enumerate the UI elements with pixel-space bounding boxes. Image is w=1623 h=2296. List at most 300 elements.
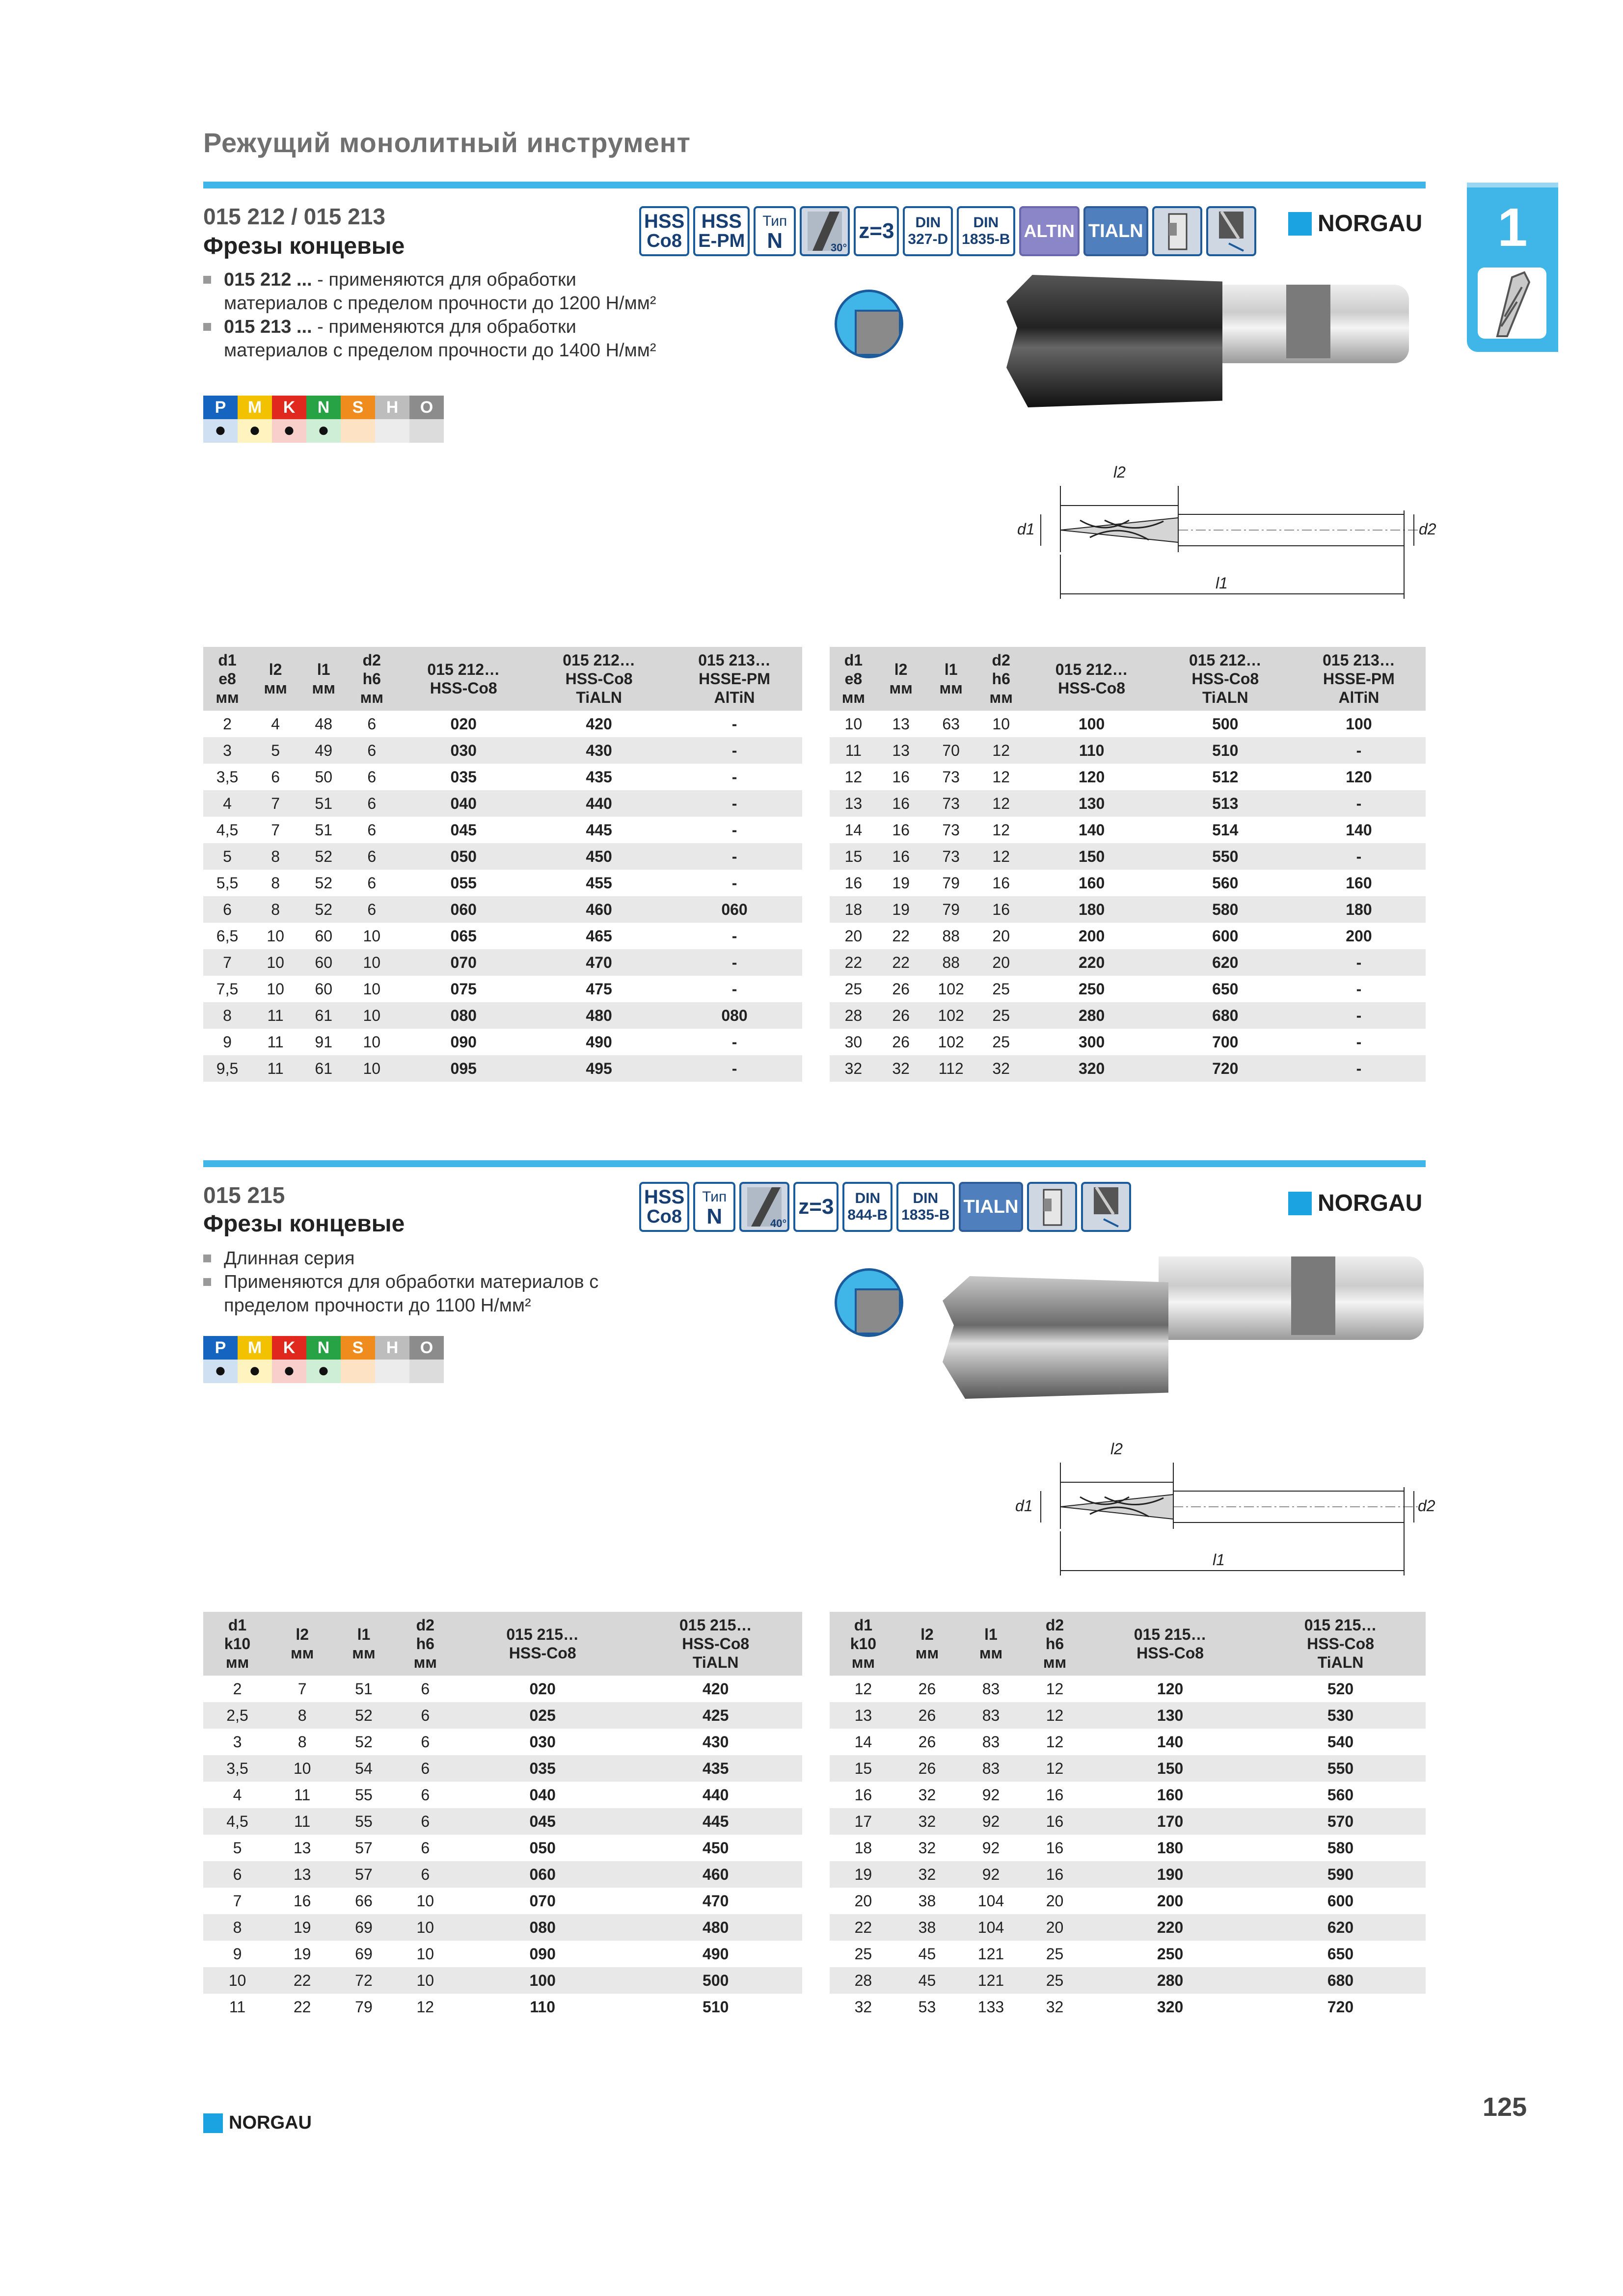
table-cell: -: [731, 821, 737, 839]
table-cell: 13: [271, 1861, 333, 1888]
header-rule: [203, 182, 1426, 188]
table-cell: 140: [1346, 821, 1372, 839]
table-cell: 150: [1025, 843, 1159, 870]
table-row: [830, 1994, 1426, 2020]
table-cell: 100: [456, 1967, 629, 1994]
altin-coating-badge: ALTIN: [1019, 206, 1080, 256]
table-header-cell: 015 212… HSS-Co8: [1025, 647, 1159, 711]
table-cell: 10: [348, 949, 396, 976]
table-cell: 26: [892, 980, 910, 998]
table-cell: 13: [877, 737, 925, 764]
material-k-mark: ●: [272, 1360, 306, 1383]
table-cell: 16: [977, 896, 1025, 923]
table-cell: 6: [421, 1786, 430, 1804]
table-cell: 070: [529, 1892, 556, 1910]
section2-title: Фрезы концевые: [203, 1211, 405, 1237]
table-row: [203, 896, 802, 923]
table-cell: 040: [396, 790, 531, 817]
table-cell: 6: [348, 790, 396, 817]
table-cell: 61: [299, 1055, 348, 1082]
table-header-cell: d1 e8 мм: [830, 647, 877, 711]
table-cell: 120: [1346, 768, 1372, 786]
table-cell: 8: [251, 843, 299, 870]
table-cell: 4: [271, 715, 280, 733]
table-cell: 580: [1159, 896, 1292, 923]
table-header-cell: 015 213… HSSE-PM AlTiN: [1292, 647, 1426, 711]
table-cell: 12: [1046, 1680, 1064, 1698]
material-p-mark: ●: [203, 1360, 238, 1383]
table-cell: 12: [977, 843, 1025, 870]
table-cell: 25: [844, 980, 863, 998]
material-p: P: [203, 396, 238, 419]
table-cell: 25: [1025, 1967, 1085, 1994]
table-cell: 30: [844, 1033, 863, 1051]
table-cell: 120: [1157, 1680, 1184, 1698]
table-cell: 11: [294, 1786, 311, 1804]
table-cell: 600: [1212, 927, 1239, 945]
flutes-badge: z=3: [793, 1182, 839, 1232]
table-cell: 10: [271, 1755, 333, 1782]
table-cell: 55: [333, 1808, 394, 1835]
table-cell: -: [667, 790, 802, 817]
table-cell: 19: [271, 1914, 333, 1941]
table-cell: 100: [1078, 715, 1105, 733]
table-cell: 12: [1025, 1702, 1085, 1729]
table-row: [203, 1702, 802, 1729]
table-cell: -: [731, 927, 737, 945]
material-k: K: [272, 396, 306, 419]
table-cell: 9: [223, 1033, 232, 1051]
table-cell: 17: [830, 1808, 897, 1835]
tialn-coating-badge: TIALN: [1083, 206, 1148, 256]
table-row: [203, 1967, 802, 1994]
table-row: [203, 1888, 802, 1914]
section2-tool-flutes: [943, 1276, 1168, 1399]
table-cell: 480: [531, 1002, 667, 1029]
table-cell: 45: [897, 1967, 957, 1994]
table-cell: 060: [667, 896, 802, 923]
table-cell: 16: [1046, 1786, 1064, 1804]
table-header-cell: l1 мм: [925, 647, 977, 711]
table-cell: -: [667, 1055, 802, 1082]
table-cell: -: [731, 768, 737, 786]
shank-icon: [1027, 1182, 1077, 1232]
table-cell: 57: [333, 1861, 394, 1888]
table-cell: 18: [854, 1839, 872, 1857]
table-cell: 110: [1025, 737, 1159, 764]
table-row: [203, 976, 802, 1002]
table-cell: 16: [844, 874, 863, 892]
table-cell: -: [731, 980, 737, 998]
section-tab-number: 1: [1497, 197, 1528, 258]
brand-square-icon: [1288, 1192, 1312, 1215]
table-cell: 6: [367, 768, 377, 786]
table-cell: 7: [203, 949, 251, 976]
table-header-cell: l1 мм: [299, 647, 348, 711]
material-n: N: [306, 396, 341, 419]
table-cell: 19: [293, 1945, 311, 1963]
table-cell: 32: [897, 1861, 957, 1888]
table-header-cell: l1 мм: [957, 1612, 1025, 1676]
dim-d2-label: d2: [1418, 1497, 1435, 1515]
table-cell: 500: [1212, 715, 1239, 733]
section1-tool-flat: [1286, 285, 1330, 358]
brand-square-icon: [1288, 212, 1312, 236]
dim-l2-label: l2: [1110, 1440, 1123, 1458]
table-cell: 38: [897, 1914, 957, 1941]
section1-badges: [639, 206, 1256, 256]
table-cell: 49: [299, 737, 348, 764]
din-844b-badge: DIN 844-B: [842, 1182, 893, 1232]
material-o: O: [409, 396, 444, 419]
table-cell: 91: [315, 1033, 332, 1051]
table-cell: 4,5: [216, 821, 239, 839]
table-cell: 4: [203, 790, 251, 817]
table-cell: 425: [629, 1702, 802, 1729]
table-cell: 73: [925, 790, 977, 817]
table-cell: 52: [333, 1702, 394, 1729]
table-cell: 20: [844, 927, 863, 945]
material-s-mark: [341, 419, 375, 443]
table-header-cell: d2 h6 мм: [977, 647, 1025, 711]
table-cell: 32: [1046, 1998, 1064, 2016]
table-cell: 10: [416, 1892, 434, 1910]
table-cell: 12: [416, 1998, 434, 2016]
table-cell: 6: [367, 821, 377, 839]
table-cell: 92: [982, 1786, 1000, 1804]
table-cell: -: [1292, 790, 1426, 817]
table-cell: 11: [251, 1002, 299, 1029]
table-cell: 104: [977, 1892, 1004, 1910]
table-cell: 8: [203, 1914, 271, 1941]
table-cell: 470: [703, 1892, 729, 1910]
table-row: [830, 1002, 1426, 1029]
table-cell: 83: [957, 1755, 1025, 1782]
table-cell: 51: [315, 821, 332, 839]
table-cell: 650: [1327, 1945, 1354, 1963]
table-row: [203, 843, 802, 870]
table-cell: 045: [456, 1808, 629, 1835]
table-row: [830, 1729, 1426, 1755]
table-row: [830, 1676, 1426, 1702]
table-cell: 420: [703, 1680, 729, 1698]
table-cell: 20: [977, 949, 1025, 976]
table-cell: 620: [1159, 949, 1292, 976]
table-cell: 10: [992, 715, 1010, 733]
table-cell: 10: [395, 1914, 456, 1941]
dim-l2-label: l2: [1113, 463, 1126, 481]
table-cell: 513: [1159, 790, 1292, 817]
section1-bullets: [203, 268, 684, 362]
table-cell: 560: [1212, 874, 1239, 892]
table-cell: 030: [396, 737, 531, 764]
table-header-cell: 015 212… HSS-Co8: [396, 647, 531, 711]
table-cell: 92: [957, 1861, 1025, 1888]
table-cell: 250: [1157, 1945, 1184, 1963]
dim-d1-label: d1: [1015, 1497, 1033, 1515]
din-1835b-badge: DIN 1835-B: [896, 1182, 954, 1232]
material-n: N: [306, 1336, 341, 1360]
table-cell: 20: [992, 927, 1010, 945]
section2-bullet: Применяются для обработки материалов с пределом прочности до 1100 Н/мм²: [203, 1270, 625, 1317]
table-cell: 6: [367, 715, 377, 733]
section2-brand: NORGAU: [1288, 1190, 1422, 1217]
table-cell: 520: [1327, 1680, 1354, 1698]
section1-code: 015 212 / 015 213: [203, 204, 385, 229]
table-cell: 720: [1327, 1998, 1354, 2016]
table-cell: 52: [315, 874, 332, 892]
table-header-cell: 015 215… HSS-Co8: [456, 1612, 629, 1676]
table-cell: 32: [854, 1998, 872, 2016]
table-cell: 9,5: [203, 1055, 251, 1082]
helix-angle-value: 30°: [830, 241, 847, 254]
table-cell: 12: [977, 790, 1025, 817]
table-row: [830, 1782, 1426, 1808]
table-cell: 060: [456, 1861, 629, 1888]
table-cell: 70: [925, 737, 977, 764]
section1-table-right: [830, 647, 1426, 1082]
table-cell: 475: [586, 980, 612, 998]
table-cell: 51: [355, 1680, 373, 1698]
table-cell: 140: [1157, 1733, 1184, 1751]
table-cell: 16: [1046, 1839, 1064, 1857]
table-row: [830, 1755, 1426, 1782]
table-cell: 112: [925, 1055, 977, 1082]
dim-l1-label: l1: [1213, 1551, 1225, 1569]
brand-square-icon: [203, 2113, 223, 2133]
table-cell: 16: [892, 821, 910, 839]
section2-bullets: [203, 1247, 625, 1317]
table-cell: 52: [299, 843, 348, 870]
table-cell: 11: [271, 1808, 333, 1835]
table-header-cell: l2 мм: [271, 1612, 333, 1676]
table-cell: 465: [586, 927, 612, 945]
table-row: [203, 1835, 802, 1861]
table-cell: 104: [957, 1914, 1025, 1941]
table-cell: 5,5: [216, 874, 239, 892]
table-cell: 5: [251, 737, 299, 764]
table-cell: 040: [529, 1786, 556, 1804]
table-cell: 2,5: [203, 1702, 271, 1729]
table-cell: 680: [1255, 1967, 1426, 1994]
material-m: M: [238, 396, 272, 419]
table-cell: 12: [992, 821, 1010, 839]
table-cell: 32: [977, 1055, 1025, 1082]
table-row: [830, 764, 1426, 790]
table-cell: 680: [1159, 1002, 1292, 1029]
tool-type-badge: Тип N: [693, 1182, 735, 1232]
table-cell: -: [1292, 843, 1426, 870]
end-cut-icon: [1206, 206, 1256, 256]
table-cell: 102: [938, 1033, 964, 1051]
table-cell: 10: [348, 1002, 396, 1029]
table-header-cell: d1 e8 мм: [203, 647, 251, 711]
table-cell: 66: [355, 1892, 373, 1910]
material-s: S: [341, 396, 375, 419]
table-cell: 102: [925, 1002, 977, 1029]
page-number: 125: [1483, 2092, 1527, 2122]
table-cell: 6: [421, 1733, 430, 1751]
table-cell: 133: [977, 1998, 1004, 2016]
table-cell: 020: [450, 715, 477, 733]
table-cell: -: [1292, 737, 1426, 764]
table-cell: 130: [1085, 1702, 1255, 1729]
table-cell: 070: [396, 949, 531, 976]
table-cell: 32: [877, 1055, 925, 1082]
table-cell: 13: [830, 790, 877, 817]
table-row: [830, 870, 1426, 896]
table-row: [203, 764, 802, 790]
table-cell: 14: [844, 821, 863, 839]
table-cell: 120: [1078, 768, 1105, 786]
table-header-cell: d2 h6 мм: [395, 1612, 456, 1676]
table-cell: 26: [918, 1733, 936, 1751]
table-row: [203, 1055, 802, 1082]
table-cell: 20: [1046, 1892, 1064, 1910]
table-cell: 5: [203, 843, 251, 870]
table-cell: 10: [348, 1055, 396, 1082]
table-row: [203, 1002, 802, 1029]
table-cell: 620: [1255, 1914, 1426, 1941]
footer-brand: NORGAU: [203, 2112, 312, 2134]
table-cell: 16: [854, 1786, 872, 1804]
table-cell: 160: [1078, 874, 1105, 892]
table-cell: 020: [529, 1680, 556, 1698]
table-cell: 190: [1085, 1861, 1255, 1888]
table-cell: 16: [877, 790, 925, 817]
table-cell: 14: [854, 1733, 872, 1751]
table-row: [203, 1994, 802, 2020]
table-cell: 13: [830, 1702, 897, 1729]
end-cut-icon: [1081, 1182, 1131, 1232]
table-cell: 22: [830, 1914, 897, 1941]
table-header-cell: 015 212… HSS-Co8 TiALN: [531, 647, 667, 711]
table-cell: 130: [1025, 790, 1159, 817]
table-cell: 18: [830, 896, 877, 923]
table-cell: 10: [363, 1033, 381, 1051]
table-cell: 26: [877, 1002, 925, 1029]
section2-code: 015 215: [203, 1182, 285, 1208]
table-cell: 19: [877, 896, 925, 923]
section1-brand: NORGAU: [1288, 210, 1422, 237]
table-cell: 73: [942, 821, 960, 839]
table-cell: 13: [892, 715, 910, 733]
table-cell: 700: [1212, 1033, 1239, 1051]
table-header-cell: 015 215… HSS-Co8 TiALN: [1255, 1612, 1426, 1676]
table-row: [203, 1914, 802, 1941]
table-cell: 160: [1346, 874, 1372, 892]
table-row: [203, 1729, 802, 1755]
material-s: S: [341, 1336, 375, 1360]
table-row: [830, 976, 1426, 1002]
hss-co8-badge: HSS Co8: [639, 1182, 689, 1232]
table-row: [203, 817, 802, 843]
shank-icon: [1152, 206, 1202, 256]
table-cell: 320: [1157, 1998, 1184, 2016]
table-cell: 6: [395, 1702, 456, 1729]
table-cell: 8: [203, 1002, 251, 1029]
table-cell: 16: [293, 1892, 311, 1910]
table-cell: 4,5: [203, 1808, 271, 1835]
table-cell: 25: [854, 1945, 872, 1963]
hss-epm-badge: HSS E-PM: [693, 206, 750, 256]
table-cell: 60: [315, 980, 332, 998]
table-cell: 11: [267, 1033, 284, 1051]
table-row: [830, 1702, 1426, 1729]
material-p-mark: ●: [203, 419, 238, 443]
table-cell: 10: [395, 1967, 456, 1994]
table-cell: 6: [421, 1680, 430, 1698]
table-cell: 57: [355, 1839, 373, 1857]
table-cell: 5: [233, 1839, 242, 1857]
table-cell: 540: [1327, 1733, 1354, 1751]
table-cell: 590: [1255, 1861, 1426, 1888]
material-h: H: [375, 396, 409, 419]
table-cell: 420: [586, 715, 612, 733]
page-title: Режущий монолитный инструмент: [203, 127, 691, 158]
table-cell: 92: [957, 1808, 1025, 1835]
table-cell: 22: [830, 949, 877, 976]
table-cell: 25: [992, 1033, 1010, 1051]
table-row: [203, 1861, 802, 1888]
table-cell: 60: [315, 927, 332, 945]
table-cell: 69: [333, 1914, 394, 1941]
table-cell: 080: [456, 1914, 629, 1941]
table-cell: 250: [1078, 980, 1105, 998]
table-cell: 480: [629, 1914, 802, 1941]
table-header-cell: 015 215… HSS-Co8 TiALN: [629, 1612, 802, 1676]
table-row: [203, 923, 802, 949]
section2-bullet: Длинная серия: [203, 1247, 625, 1270]
table-cell: 2: [223, 715, 232, 733]
table-row: [830, 1861, 1426, 1888]
table-cell: 470: [531, 949, 667, 976]
table-cell: 512: [1212, 768, 1239, 786]
table-header-cell: 015 215… HSS-Co8: [1085, 1612, 1255, 1676]
material-o: O: [409, 1336, 444, 1360]
table-cell: 150: [1085, 1755, 1255, 1782]
table-cell: 83: [957, 1702, 1025, 1729]
table-row: [830, 843, 1426, 870]
table-cell: 121: [957, 1967, 1025, 1994]
table-cell: 460: [531, 896, 667, 923]
table-cell: 22: [877, 949, 925, 976]
table-cell: 445: [586, 821, 612, 839]
table-row: [830, 1967, 1426, 1994]
table-row: [830, 711, 1426, 737]
table-cell: 050: [529, 1839, 556, 1857]
table-cell: 15: [830, 843, 877, 870]
section1-title: Фрезы концевые: [203, 233, 405, 259]
table-row: [830, 1029, 1426, 1055]
table-row: [203, 1755, 802, 1782]
table-cell: 38: [918, 1892, 936, 1910]
table-cell: 065: [450, 927, 477, 945]
table-cell: 16: [892, 768, 910, 786]
table-cell: 170: [1085, 1808, 1255, 1835]
table-cell: 500: [629, 1967, 802, 1994]
table-cell: 10: [363, 980, 381, 998]
table-cell: 045: [450, 821, 477, 839]
table-cell: 550: [1255, 1755, 1426, 1782]
table-cell: 6: [348, 896, 396, 923]
table-cell: 3,5: [216, 768, 239, 786]
table-cell: 200: [1078, 927, 1105, 945]
table-cell: 83: [982, 1733, 1000, 1751]
table-header-row: [830, 647, 1426, 711]
table-cell: 490: [586, 1033, 612, 1051]
section1-profile-icon: [835, 290, 903, 358]
